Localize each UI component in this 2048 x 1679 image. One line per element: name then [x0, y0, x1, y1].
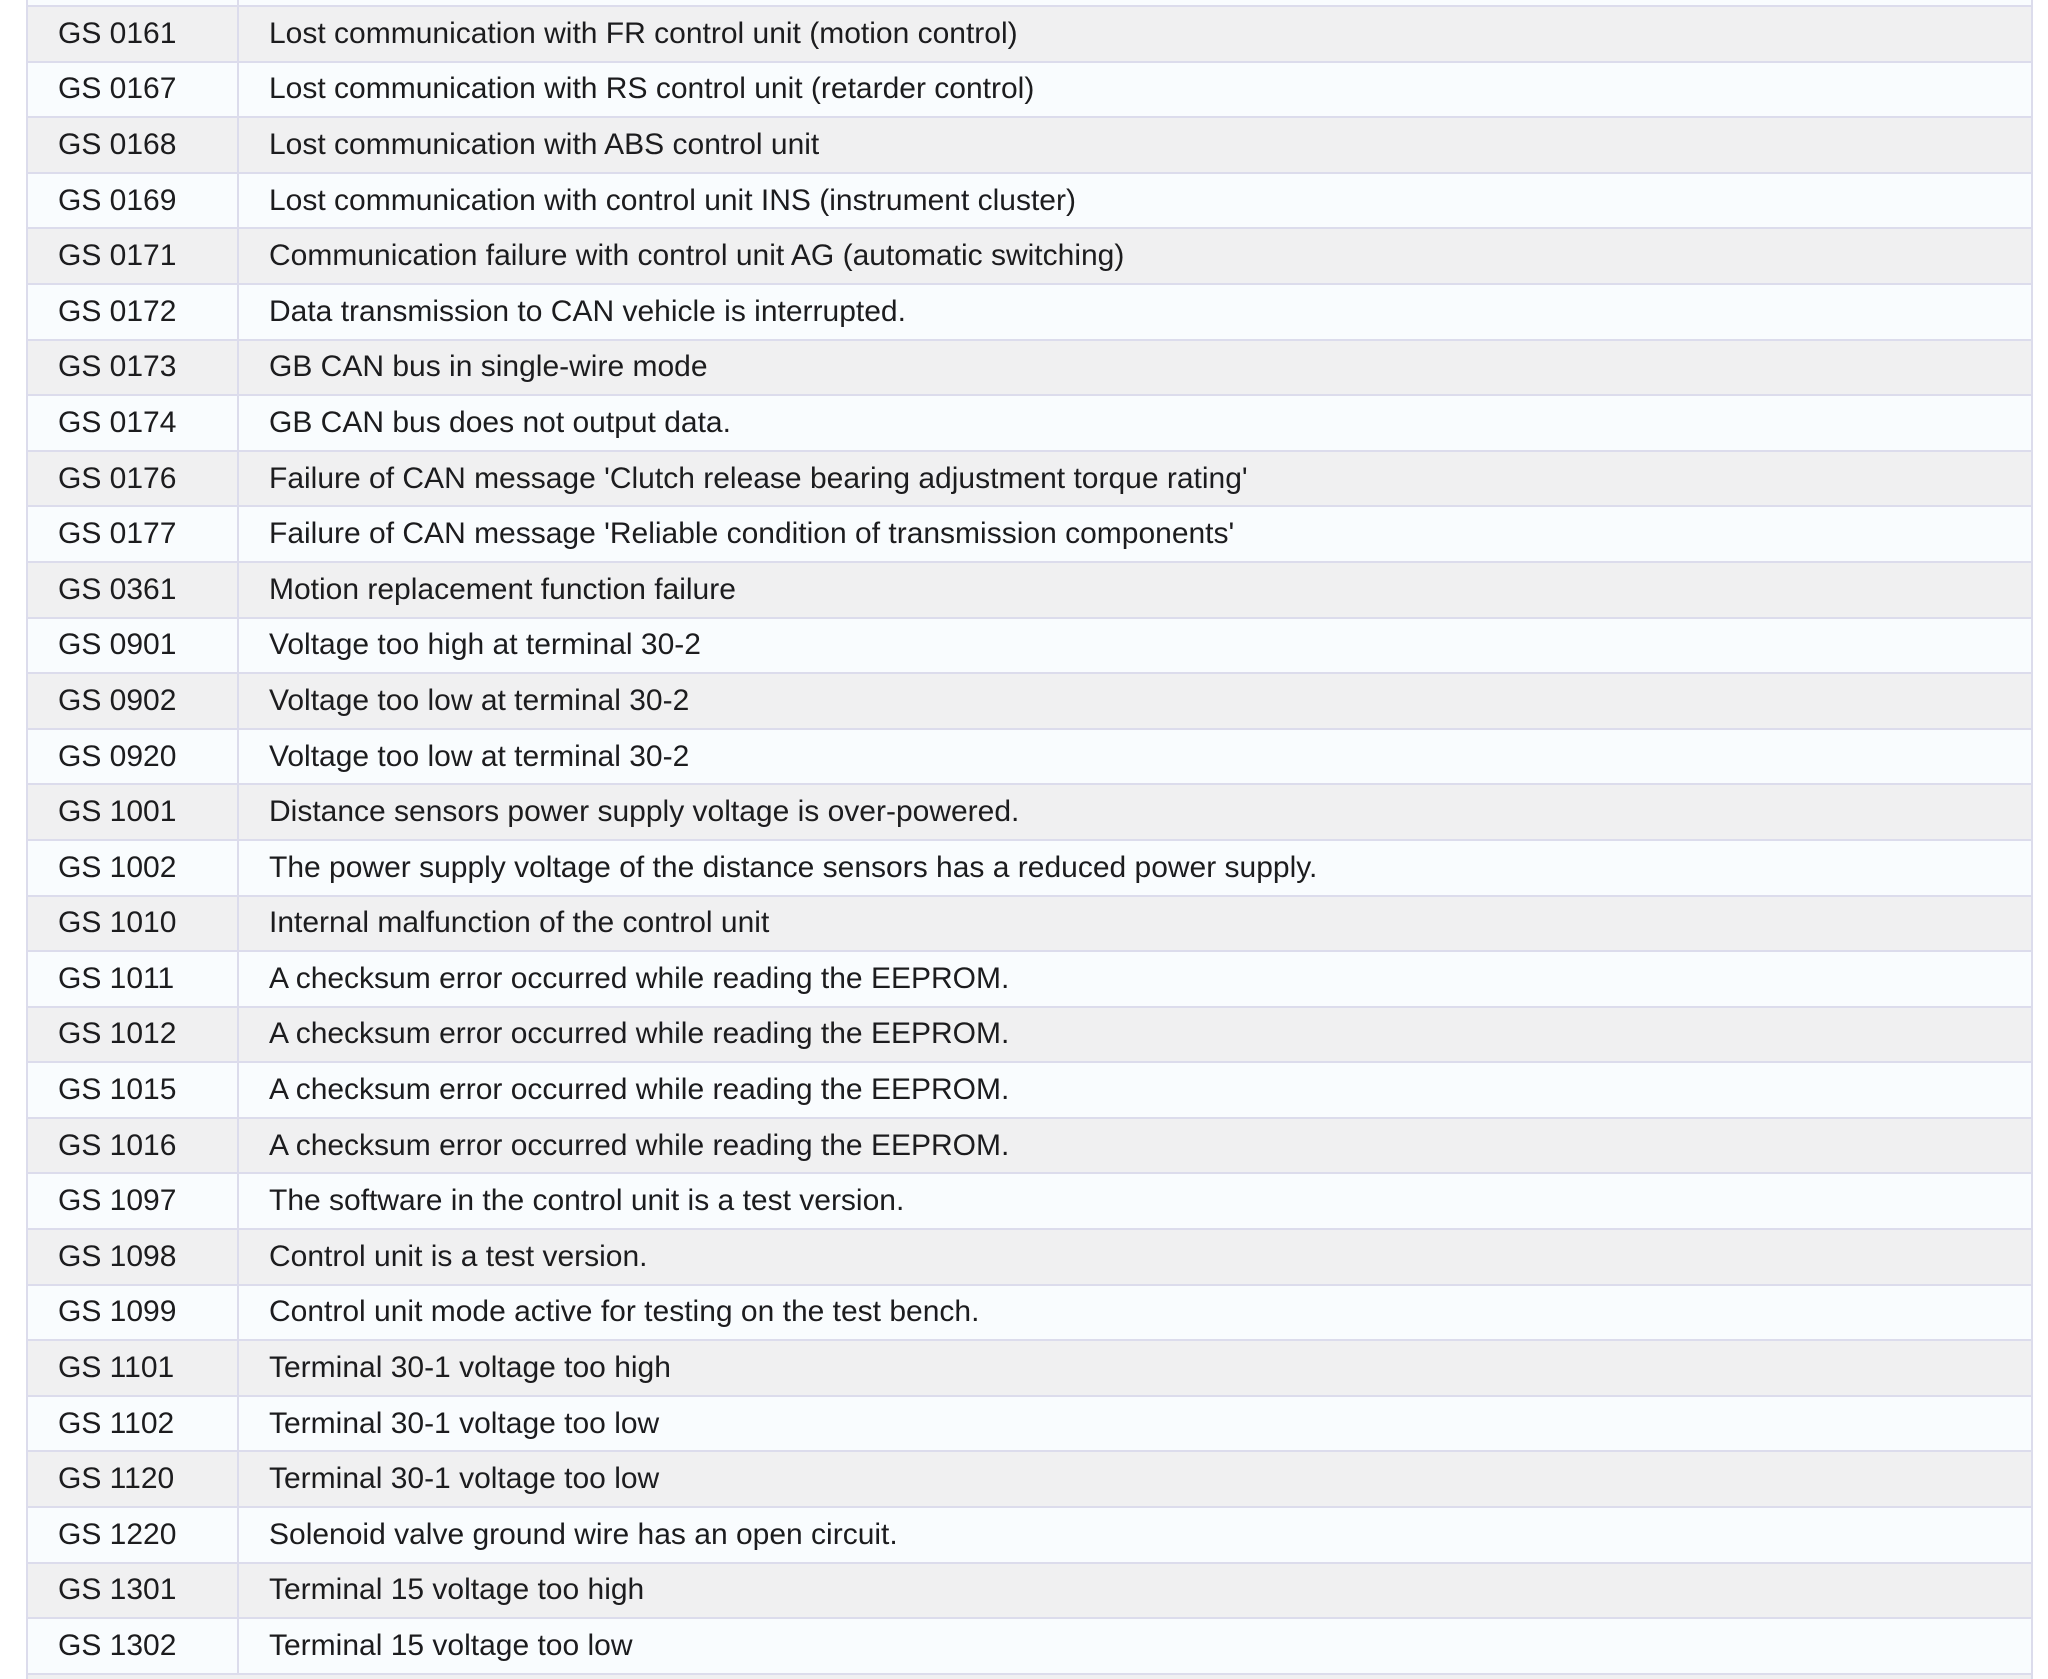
dtc-code-cell [28, 1174, 239, 1228]
dtc-code: GS 1015 [58, 1073, 177, 1107]
dtc-description-cell [239, 229, 2031, 283]
dtc-code-table [26, 0, 2033, 1679]
dtc-code: GS 1016 [58, 1128, 177, 1162]
dtc-description: Lost communication with RS control unit (retarder control) [269, 72, 1035, 106]
dtc-description: Data transmission to CAN vehicle is interrupted. [269, 294, 906, 328]
dtc-code: GS 0901 [58, 628, 177, 662]
dtc-description: A checksum error occurred while reading the EEPROM. [269, 1017, 1010, 1051]
dtc-description: Terminal 15 voltage too low [269, 1629, 633, 1663]
dtc-code-cell [28, 396, 239, 450]
table-row [28, 619, 2031, 675]
dtc-code: GS 0169 [58, 183, 177, 217]
dtc-description-cell [239, 341, 2031, 395]
table-row [28, 1341, 2031, 1397]
dtc-description-cell [239, 1619, 2031, 1673]
dtc-code-cell [28, 452, 239, 506]
dtc-description: Voltage too high at terminal 30-2 [269, 628, 701, 662]
table-row [28, 396, 2031, 452]
dtc-description-cell [239, 507, 2031, 561]
table-row [28, 1452, 2031, 1508]
dtc-description-cell [239, 1008, 2031, 1062]
table-row [28, 952, 2031, 1008]
dtc-description: A checksum error occurred while reading the EEPROM. [269, 961, 1010, 995]
dtc-code-cell [28, 285, 239, 339]
dtc-code: GS 1102 [58, 1406, 175, 1440]
dtc-code-cell [28, 1119, 239, 1173]
dtc-code-cell [28, 174, 239, 228]
dtc-description: A checksum error occurred while reading the EEPROM. [269, 1073, 1010, 1107]
table-row [28, 229, 2031, 285]
table-row [28, 507, 2031, 563]
dtc-code-cell [28, 341, 239, 395]
dtc-code: GS 1099 [58, 1295, 177, 1329]
dtc-code-cell [28, 897, 239, 951]
dtc-description: Failure of CAN message 'Clutch release bearing adjustment torque rating' [269, 461, 1248, 495]
dtc-code: GS 0920 [58, 739, 177, 773]
dtc-code-cell [28, 1508, 239, 1562]
partial-row-top [28, 0, 2031, 7]
table-row [28, 1619, 2031, 1675]
dtc-description: Terminal 30-1 voltage too high [269, 1351, 671, 1385]
table-row [28, 897, 2031, 953]
dtc-description-cell [239, 1508, 2031, 1562]
dtc-code: GS 0361 [58, 572, 177, 606]
table-row [28, 63, 2031, 119]
table-row [28, 118, 2031, 174]
table-row [28, 1397, 2031, 1453]
dtc-description-cell [239, 952, 2031, 1006]
dtc-description: The software in the control unit is a test version. [269, 1184, 905, 1218]
dtc-code: GS 1010 [58, 906, 177, 940]
dtc-code: GS 0168 [58, 127, 177, 161]
dtc-description-cell [239, 452, 2031, 506]
dtc-code: GS 0171 [58, 239, 177, 273]
dtc-description: Terminal 30-1 voltage too low [269, 1462, 660, 1496]
dtc-code: GS 1097 [58, 1184, 177, 1218]
dtc-description: GB CAN bus does not output data. [269, 405, 731, 439]
dtc-code: GS 0173 [58, 350, 177, 384]
dtc-code-cell [28, 1341, 239, 1395]
dtc-description-cell [239, 174, 2031, 228]
table-row [28, 674, 2031, 730]
dtc-description-cell [239, 841, 2031, 895]
dtc-description-cell [239, 563, 2031, 617]
dtc-code: GS 1302 [58, 1629, 177, 1663]
table-row [28, 285, 2031, 341]
dtc-code: GS 1098 [58, 1239, 177, 1273]
dtc-description: Control unit is a test version. [269, 1239, 648, 1273]
dtc-code-cell [28, 785, 239, 839]
dtc-description-cell [239, 1452, 2031, 1506]
dtc-code: GS 0167 [58, 72, 177, 106]
table-row [28, 1174, 2031, 1230]
table-row [28, 1008, 2031, 1064]
dtc-description-cell [239, 63, 2031, 117]
dtc-code: GS 1120 [58, 1462, 175, 1496]
dtc-description-cell [239, 674, 2031, 728]
dtc-description-cell [239, 118, 2031, 172]
dtc-description: Lost communication with control unit INS (instrument cluster) [269, 183, 1076, 217]
dtc-description: Voltage too low at terminal 30-2 [269, 739, 690, 773]
dtc-description-cell [239, 1286, 2031, 1340]
dtc-code-cell [28, 7, 239, 61]
dtc-code-cell [28, 1008, 239, 1062]
dtc-description-cell [239, 0, 2031, 5]
dtc-description: A checksum error occurred while reading the EEPROM. [269, 1128, 1010, 1162]
dtc-description-cell [239, 785, 2031, 839]
dtc-code: GS 1301 [58, 1573, 177, 1607]
dtc-code: GS 0177 [58, 517, 177, 551]
dtc-code: GS 0161 [58, 16, 177, 50]
dtc-description: Failure of CAN message 'Reliable condition of transmission components' [269, 517, 1235, 551]
table-row [28, 1119, 2031, 1175]
dtc-description-cell [239, 1119, 2031, 1173]
table-row [28, 452, 2031, 508]
dtc-code-cell [28, 841, 239, 895]
table-row [28, 1230, 2031, 1286]
dtc-code-cell [28, 507, 239, 561]
dtc-description: Control unit mode active for testing on the test bench. [269, 1295, 980, 1329]
dtc-description-cell [239, 1063, 2031, 1117]
table-row [28, 174, 2031, 230]
dtc-description-cell [239, 1174, 2031, 1228]
dtc-description: Internal malfunction of the control unit [269, 906, 770, 940]
dtc-description: Terminal 30-1 voltage too low [269, 1406, 660, 1440]
dtc-description-cell [239, 619, 2031, 673]
dtc-code-cell [28, 1564, 239, 1618]
table-row [28, 1286, 2031, 1342]
dtc-code: GS 1101 [58, 1351, 175, 1385]
dtc-description-cell [239, 1397, 2031, 1451]
dtc-code-cell [28, 63, 239, 117]
dtc-code: GS 0902 [58, 683, 177, 717]
dtc-code: GS 0176 [58, 461, 177, 495]
dtc-code-cell [28, 730, 239, 784]
dtc-code: GS 1012 [58, 1017, 177, 1051]
dtc-description: Terminal 15 voltage too high [269, 1573, 645, 1607]
dtc-code-cell [28, 118, 239, 172]
dtc-code: GS 0174 [58, 405, 177, 439]
dtc-code: GS 1001 [58, 795, 177, 829]
dtc-code-cell [28, 563, 239, 617]
dtc-code-cell [28, 1286, 239, 1340]
dtc-description-cell [239, 897, 2031, 951]
table-row [28, 785, 2031, 841]
dtc-description-cell [239, 7, 2031, 61]
dtc-description: The power supply voltage of the distance sensors has a reduced power supply. [269, 850, 1318, 884]
dtc-code-cell [28, 952, 239, 1006]
dtc-code: GS 1011 [58, 961, 175, 995]
dtc-code-cell [28, 1397, 239, 1451]
table-body [28, 7, 2031, 1675]
dtc-description-cell [239, 1341, 2031, 1395]
dtc-code: GS 1220 [58, 1517, 177, 1551]
dtc-description: GB CAN bus in single-wire mode [269, 350, 708, 384]
dtc-description: Distance sensors power supply voltage is over-powered. [269, 795, 1020, 829]
dtc-description-cell [239, 396, 2031, 450]
dtc-description: Voltage too low at terminal 30-2 [269, 683, 690, 717]
dtc-description-cell [239, 1230, 2031, 1284]
dtc-code: GS 1002 [58, 850, 177, 884]
dtc-description: Motion replacement function failure [269, 572, 736, 606]
dtc-description-cell [239, 1564, 2031, 1618]
table-row [28, 1564, 2031, 1620]
dtc-code-cell [28, 229, 239, 283]
dtc-code-cell [28, 1452, 239, 1506]
table-row [28, 7, 2031, 63]
table-row [28, 730, 2031, 786]
table-row [28, 563, 2031, 619]
table-row [28, 1508, 2031, 1564]
dtc-description: Solenoid valve ground wire has an open circuit. [269, 1517, 898, 1551]
dtc-code-cell [28, 1619, 239, 1673]
dtc-code: GS 0172 [58, 294, 177, 328]
dtc-code-cell [28, 0, 239, 5]
dtc-description: Communication failure with control unit AG (automatic switching) [269, 239, 1125, 273]
dtc-description: Lost communication with FR control unit (motion control) [269, 16, 1018, 50]
dtc-description-cell [239, 730, 2031, 784]
dtc-code-cell [28, 1063, 239, 1117]
dtc-code-cell [28, 674, 239, 728]
table-row [28, 341, 2031, 397]
dtc-description: Lost communication with ABS control unit [269, 127, 820, 161]
dtc-code-cell [28, 619, 239, 673]
dtc-description-cell [239, 285, 2031, 339]
table-row [28, 841, 2031, 897]
table-row [28, 1063, 2031, 1119]
dtc-code-cell [28, 1230, 239, 1284]
